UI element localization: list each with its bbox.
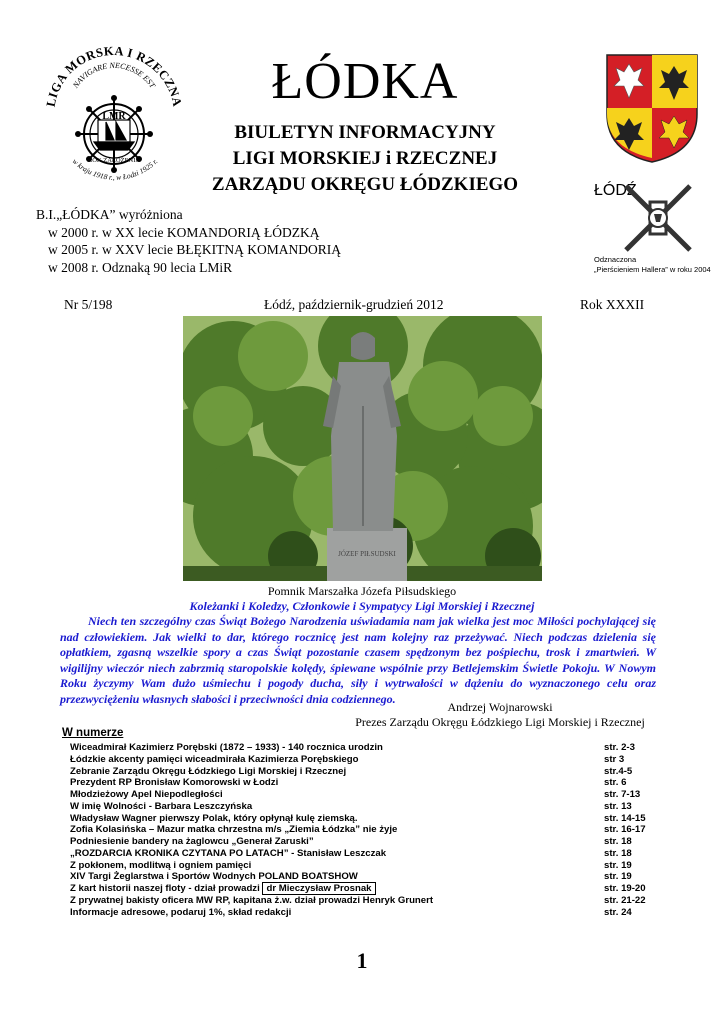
award-item: w 2008 r. Odznaką 90 lecia LMiR: [48, 259, 233, 275]
toc-heading: W numerze: [62, 727, 124, 739]
toc-title: Zofia Kolasińska – Mazur matka chrzestna m/s „Ziemia Łódzka” nie żyje: [70, 824, 398, 836]
photo-caption: Pomnik Marszałka Józefa Piłsudskiego: [267, 584, 457, 598]
toc-page: str. 18: [604, 847, 632, 859]
toc-page: str. 16-17: [604, 824, 646, 836]
plinth-inscription: JÓZEF PIŁSUDSKI: [338, 550, 396, 558]
toc-row[interactable]: [70, 754, 650, 766]
toc-row[interactable]: [70, 777, 650, 789]
toc-row[interactable]: [70, 813, 650, 825]
toc-row[interactable]: [70, 766, 650, 778]
logo-caption-line1: Odznaczona: [594, 255, 637, 264]
toc-title: Wiceadmirał Kazimierz Porębski (1872 – 1933) - 140 rocznica urodzin: [70, 742, 383, 753]
toc-title: Z prywatnej bakisty oficera MW RP, kapitana ż.w. dział prowadzi Henryk Grunert: [70, 894, 434, 906]
toc-page: str. 18: [604, 836, 632, 847]
toc-row[interactable]: [70, 836, 650, 848]
haller-ring-logo: [590, 178, 715, 278]
toc-page: str. 19-20: [604, 883, 646, 894]
toc-row[interactable]: [70, 789, 650, 801]
toc-row[interactable]: [70, 742, 650, 754]
lodz-voivodeship-coat-of-arms: [604, 52, 700, 164]
logo-city-name: ŁÓDŹ: [594, 182, 637, 199]
toc-page: str. 2-3: [604, 742, 635, 753]
liga-morska-logo: [40, 40, 188, 190]
toc-page: str. 6: [604, 777, 627, 789]
greeting-author-role: Prezes Zarządu Okręgu Łódzkiego Ligi Morskiej i Rzecznej: [355, 715, 645, 729]
awards-intro: B.I.„ŁÓDKA” wyróżniona: [36, 207, 183, 222]
toc-page: str. 19: [604, 859, 632, 871]
toc-row[interactable]: [70, 907, 650, 919]
toc-row[interactable]: [70, 883, 650, 895]
toc-title: „ROZDARCIA KRONIKA CZYTANA PO LATACH” - Stanisław Leszczak: [70, 847, 387, 859]
issue-date: Łódź, październik-grudzień 2012: [264, 297, 444, 312]
issue-number: Nr 5/198: [64, 297, 113, 312]
publication-subtitle: [180, 120, 550, 198]
toc-author-box: dr Mieczysław Prosnak: [262, 882, 375, 895]
toc-page: str. 14-15: [604, 812, 646, 824]
logo-ring-top: LIGA MORSKA I RZECZNA: [43, 43, 185, 108]
logo-founded: ROK ZAŁOŻENIA: [87, 157, 141, 164]
toc-title: Podniesienie bandery na żaglowcu „Generał Zaruski”: [70, 836, 314, 847]
toc-row[interactable]: [70, 860, 650, 872]
statue-photo: [183, 316, 542, 581]
subtitle-line: LIGI MORSKIEJ i RZECZNEJ: [232, 148, 498, 169]
toc-title: Władysław Wagner pierwszy Polak, który opłynął kulę ziemską.: [70, 812, 358, 824]
award-item: w 2005 r. w XXV lecie BŁĘKITNĄ KOMANDORIĄ: [48, 242, 341, 257]
logo-center-text: LMR: [102, 111, 126, 122]
table-of-contents: [70, 742, 650, 918]
toc-title: Młodzieżowy Apel Niepodległości: [70, 789, 223, 800]
toc-page: str. 13: [604, 800, 632, 812]
toc-row[interactable]: [70, 824, 650, 836]
toc-page: str. 24: [604, 906, 632, 918]
logo-motto: NAVIGARE NECESSE EST: [71, 60, 157, 90]
toc-row[interactable]: [70, 848, 650, 860]
award-item: w 2000 r. w XX lecie KOMANDORIĄ ŁÓDZKĄ: [48, 224, 320, 240]
toc-page: str. 7-13: [604, 789, 641, 800]
toc-title: Łódzkie akcenty pamięci wiceadmirała Kazimierza Porębskiego: [70, 753, 359, 765]
toc-title: Prezydent RP Bronisław Komorowski w Łodzi: [70, 777, 279, 789]
publication-title: ŁÓDKA: [271, 53, 459, 110]
subtitle-line: BIULETYN INFORMACYJNY: [234, 122, 496, 143]
greeting-body: Niech ten szczególny czas Świąt Bożego Narodzenia uświadamia nam jak wielka jest moc Miłości pochylającej się nad człowiekiem. Jak wielki to dar, którego rocznicę jest nam kolejny raz przeżywać. Niech podczas dzielenia się opłatkiem, zgasną wszelkie spory a czas Świąt pozostanie czasem spędzonym bez pośpiechu, trosk i zmartwień. W wigilijny wieczór niech zabrzmią staropolskie kolędy, śpiewane wspólnie przy Betlejemskim Świetle Pokoju. W Nowym Roku życzymy Wam dużo uśmiechu i pogody ducha, siły i wytrwałości w dążeniu do wyznaczonego celu oraz przezwyciężeniu własnych słabości i przeciwności dnia codziennego.: [60, 614, 656, 706]
page-number: 1: [356, 948, 368, 973]
toc-page: str.4-5: [604, 765, 633, 777]
subtitle-line: ZARZĄDU OKRĘGU ŁÓDZKIEGO: [211, 174, 519, 195]
toc-row[interactable]: [70, 895, 650, 907]
logo-ring-bottom: w kraju 1918 r., w Łodzi 1925 r.: [70, 156, 160, 182]
toc-title: Z kart historii naszej floty - dział prowadzi: [70, 883, 260, 894]
toc-page: str 3: [604, 753, 625, 765]
logo-caption-line2: „Pierścieniem Hallera” w roku 2004: [594, 265, 711, 274]
issue-year: Rok XXXII: [580, 297, 645, 312]
toc-title: Zebranie Zarządu Okręgu Łódzkiego Ligi Morskiej i Rzecznej: [70, 765, 347, 777]
toc-page: str. 21-22: [604, 894, 646, 906]
greeting-heading: Koleżanki i Koledzy, Członkowie i Sympatycy Ligi Morskiej i Rzecznej: [189, 599, 535, 613]
toc-title: Z pokłonem, modlitwą i ogniem pamięci: [70, 859, 252, 871]
greeting-author: Andrzej Wojnarowski: [447, 700, 553, 714]
toc-page: str. 19: [604, 871, 632, 883]
toc-row[interactable]: [70, 801, 650, 813]
awards-list: [36, 206, 341, 276]
toc-title: W imię Wolności - Barbara Leszczyńska: [70, 800, 253, 812]
toc-title: Informacje adresowe, podaruj 1%, skład redakcji: [70, 906, 292, 918]
toc-title: XIV Targi Żeglarstwa i Sportów Wodnych POLAND BOATSHOW: [70, 871, 358, 883]
